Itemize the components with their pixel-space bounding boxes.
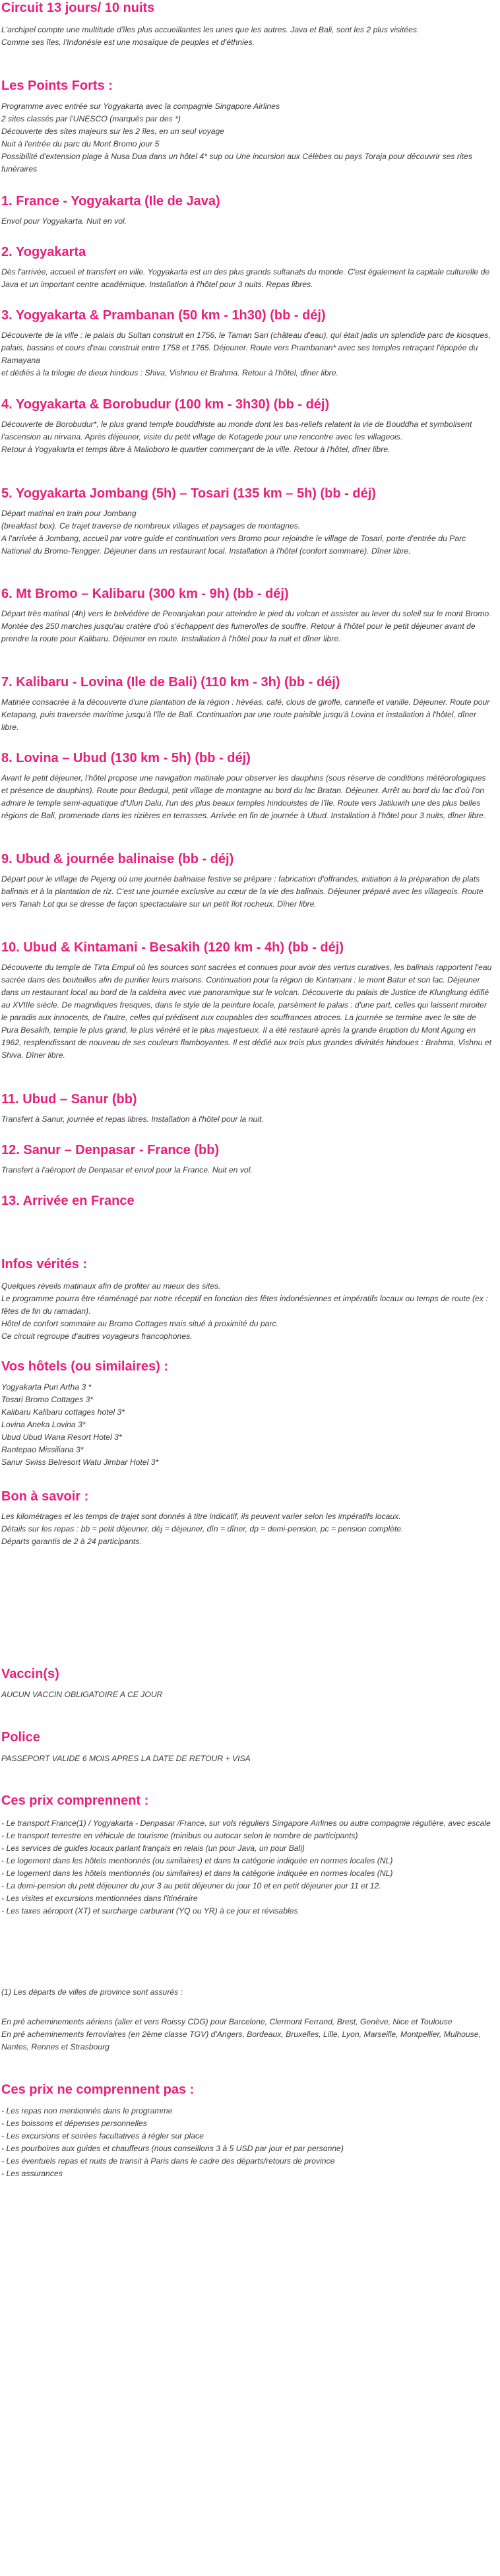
list-item: Découverte des sites majeurs sur les 2 îles, en un seul voyage [1,127,225,136]
day-text-line: Découverte de Borobudur*, le plus grand temple bouddhiste au monde dont les bas-reliefs relatent la vie de Bouddha et symbolisent l'ascension au nirvana. Après déjeuner, visite du petit village de Kotagede pour une rencontre avec les villageois. [1,420,472,441]
list-item: Hôtel de confort sommaire au Bromo Cottages mais situé à proximité du parc. [1,1319,278,1328]
list-item: - Les excursions et soirées facultatives à régler sur place [1,2131,204,2141]
day-10-text [1,961,495,1062]
list-item: - Les assurances [1,2169,63,2178]
day-text-line: et dédiés à la trilogie de dieux hindous : Shiva, Vishnou et Brahma. Retour à l'hôtel, dîner libre. [1,368,338,377]
day-12-text [1,1164,495,1176]
day-text-line: Envol pour Yogyakarta. Nuit en vol. [1,216,127,226]
province-heading: (1) Les départs de villes de province sont assurés : [1,1987,183,1997]
day-4-heading: 4. Yogyakarta & Borobudur (100 km - 3h30) (bb - déj) [1,397,330,412]
day-text-line: A l'arrivée à Jombang, accueil par votre guide et continuation vers Bromo pour rejoindre le village de Tosari, porte d'entrée du Parc National du Bromo-Tengger. Déjeuner dans un restaurant local. Installation à l'hôtel (confort sommaire). Dîner libre. [1,534,466,556]
list-item: - Les services de guides locaux parlant français en relais (un pour Java, un pour Bali) [1,1844,305,1853]
day-11-heading: 11. Ubud – Sanur (bb) [1,1092,137,1107]
day-4-text [1,418,495,456]
list-item: - Les pourboires aux guides et chauffeurs (nous conseillons 3 à 5 USD par jour et par personne) [1,2144,344,2153]
day-text-line: Transfert à l'aéroport de Denpasar et envol pour la France. Nuit en vol. [1,1165,253,1175]
bon-savoir-list [1,1510,495,1548]
intro-line: L'archipel compte une multitude d'îles plus accueillantes les unes que les autres. Java et Bali, sont les 2 plus visitées. [1,25,420,34]
prix-comprend-heading: Ces prix comprennent : [1,1793,149,1808]
day-text-line: Départ pour le village de Pejeng où une journée balinaise festive se prépare : fabrication d'offrandes, initiation à la préparation de plats balinais et à la plantation de riz. C'est une journée exclusive au cœur de la vie des balinais. Déjeuner préparé avec les villageois. Route vers Tanah Lot qui se dresse de façon spectaculaire sur un petit îlot rocheux. Dîner libre. [1,874,484,909]
day-2-heading: 2. Yogyakarta [1,245,86,259]
day-3-heading: 3. Yogyakarta & Prambanan (50 km - 1h30) (bb - déj) [1,308,326,323]
prix-ne-comprend-list [1,2105,495,2180]
day-6-text [1,608,495,645]
day-9-text [1,873,495,911]
list-item: Sanur Swiss Belresort Watu Jimbar Hotel 3* [1,1458,159,1467]
day-6-heading: 6. Mt Bromo – Kalibaru (300 km - 9h) (bb - déj) [1,587,289,601]
hotels-heading: Vos hôtels (ou similaires) : [1,1359,169,1374]
list-item: Tosari Bromo Cottages 3* [1,1395,94,1404]
day-10-heading: 10. Ubud & Kintamani - Besakih (120 km - 4h) (bb - déj) [1,940,344,955]
day-1-text [1,215,495,228]
prix-ne-comprend-heading: Ces prix ne comprennent pas : [1,2082,195,2097]
vaccins-text: AUCUN VACCIN OBLIGATOIRE A CE JOUR [1,1690,163,1699]
day-text-line: Avant le petit déjeuner, l'hôtel propose une navigation matinale pour observer les dauphins (sous réserve de conditions météorologiques et présence de dauphins). Route pour Bedugul, petit village de montagne au bord du lac Bratan. Déjeuner. Arrêt au bord du lac d'où l'on admire le temple semi-aquatique d'Ulun Dalu, l'un des plus beaux temples hindouistes de l'île. Route vers Jatiluwih une des plus belles régions de Bali, promenade dans les rizières en terrasses. Arrivée en fin de journée à Ubud. Installation à l'hôtel pour 3 nuits, dîner libre. [1,773,486,820]
police-text: PASSEPORT VALIDE 6 MOIS APRES LA DATE DE RETOUR + VISA [1,1754,251,1763]
day-12-heading: 12. Sanur – Denpasar - France (bb) [1,1143,220,1157]
list-item: Le programme pourra être réaménagé par notre réceptif en fonction des fêtes indonésiennes et impératifs locaux ou temps de route (ex : fêtes de fin du ramadan). [1,1294,488,1316]
list-item: Ubud Ubud Wana Resort Hotel 3* [1,1433,122,1442]
day-7-text [1,696,495,734]
day-13-heading: 13. Arrivée en France [1,1194,135,1208]
list-item: Les kilométrages et les temps de trajet sont donnés à titre indicatif, ils peuvent varier selon les impératifs locaux. [1,1512,401,1521]
bon-savoir-heading: Bon à savoir : [1,1489,89,1504]
day-text-line: Retour à Yogyakarta et temps libre à Malioboro le quartier commerçant de la ville. Retour à l'hôtel, dîner libre. [1,445,391,454]
intro-text [1,24,495,49]
list-item: - Les boissons et dépenses personnelles [1,2119,147,2128]
day-5-heading: 5. Yogyakarta Jombang (5h) – Tosari (135 km – 5h) (bb - déj) [1,486,376,501]
day-9-heading: 9. Ubud & journée balinaise (bb - déj) [1,852,234,866]
day-text-line: (breakfast box). Ce trajet traverse de nombreux villages et paysages de montagnes. [1,521,301,531]
list-item: Quelques réveils matinaux afin de profiter au mieux des sites. [1,1281,221,1291]
day-5-text [1,507,495,558]
vaccins-heading: Vaccin(s) [1,1667,59,1681]
prix-comprend-list [1,1817,495,1917]
list-item: - Les taxes aéroport (XT) et surcharge carburant (YQ ou YR) à ce jour et révisables [1,1906,298,1916]
day-8-heading: 8. Lovina – Ubud (130 km - 5h) (bb - déj) [1,751,251,765]
day-1-heading: 1. France - Yogyakarta (Ile de Java) [1,194,220,209]
points-forts-list [1,100,495,176]
province-list [1,2016,495,2053]
day-7-heading: 7. Kalibaru - Lovina (Ile de Bali) (110 km - 3h) (bb - déj) [1,675,340,690]
list-item: En pré acheminements ferroviaires (en 2ème classe TGV) d'Angers, Bordeaux, Bruxelles, Lille, Lyon, Marseille, Montpellier, Mulhouse, Nantes, Rennes et Strasbourg [1,2030,481,2051]
list-item: Ce circuit regroupe d'autres voyageurs francophones. [1,1332,193,1341]
list-item: Programme avec entrée sur Yogyakarta avec la compagnie Singapore Airlines [1,102,280,111]
list-item: - Les repas non mentionnés dans le programme [1,2106,173,2115]
list-item: En pré acheminements aériens (aller et vers Roissy CDG) pour Barcelone, Clermont Ferrand, Brest, Genève, Nice et Toulouse [1,2017,453,2026]
list-item: - Le logement dans les hôtels mentionnés (ou similaires) et dans la catégorie indiquée en normes locales (NL) [1,1869,393,1878]
list-item: - Les éventuels repas et nuits de transit à Paris dans le cadre des départs/retours de province [1,2156,335,2166]
list-item: Possibilité d'extension plage à Nusa Dua dans un hôtel 4* sup ou Une incursion aux Célèbes ou pays Toraja pour découvrir ses rites funéraires [1,152,472,174]
list-item: - Le logement dans les hôtels mentionnés (ou similaires) et dans la catégorie indiquée en normes locales (NL) [1,1856,393,1865]
list-item: 2 sites classés par l'UNESCO (marqués par des *) [1,114,181,123]
hotels-list [1,1381,495,1469]
list-item: Départs garantis de 2 à 24 participants. [1,1537,142,1546]
day-text-line: Découverte de la ville : le palais du Sultan construit en 1756, le Taman Sari (château d'eau), qui était jadis un splendide parc de kiosques, palais, bassins et cours d'eau construit entre 1758 et 1765. Déjeuner. Route vers Prambanan* avec ses temples retraçant l'épopée du Ramayana [1,331,491,365]
police-heading: Police [1,1730,40,1745]
day-8-text [1,772,495,822]
list-item: Détails sur les repas : bb = petit déjeuner, déj = déjeuner, dîn = dîner, dp = demi-pension, pc = pension complète. [1,1524,404,1533]
list-item: Nuit à l'entrée du parc du Mont Bromo jour 5 [1,139,160,148]
infos-heading: Infos vérités : [1,1257,88,1272]
day-text-line: Départ matinal en train pour Jombang [1,509,137,518]
day-text-line: Transfert à Sanur, journée et repas libres. Installation à l'hôtel pour la nuit. [1,1114,264,1124]
day-2-text [1,266,495,291]
intro-line: Comme ses îles, l'Indonésie est une mosaïque de peuples et d'éthnies. [1,38,255,47]
day-text-line: Dès l'arrivée, accueil et transfert en ville. Yogyakarta est un des plus grands sultanats du monde. C'est également la capitale culturelle de Java et un important centre académique. Installation à l'hôtel pour 3 nuits. Repas libres. [1,267,490,289]
list-item: Rantepao Missiliana 3* [1,1445,84,1454]
day-text-line: Découverte du temple de Tirta Empul où les sources sont sacrées et connues pour avoir des vertus curatives, les balinais rapportent l'eau sacrée dans des bouteilles afin de purifier leurs maisons. Continuation pour la région de Kintamani : le mont Batur et son lac. Déjeuner dans un restaurant local au bord de la caldeira avec vue panoramique sur le volcan. Découverte du palais de Justice de Klungkung édifié au XVIIIe siècle. De magnifiques fresques, dans le style de la peinture locale, parsèment le palais : d'une part, celles qui laissent miroiter le paradis aux innocents, de l'autre, celles qui prédisent aux coupables des souffrances atroces. La journée se termine avec le site de Pura Besakih, temple le plus grand, le plus vénéré et le plus majestueux. Il a été restauré après la grande éruption du Mont Agung en 1962, resplendissant de nouveau de ses couleurs flamboyantes. Il est dédié aux trois plus grandes divinités hindoues : Brahma, Vishnu et Shiva. Dîner libre. [1,963,492,1060]
page-title: Circuit 13 jours/ 10 nuits [1,1,155,15]
list-item: - La demi-pension du petit déjeuner du jour 3 au petit déjeuner du jour 10 et en petit déjeuner jour 11 et 12. [1,1881,381,1890]
points-forts-heading: Les Points Forts : [1,79,113,93]
day-3-text [1,329,495,379]
list-item: Lovina Aneka Lovina 3* [1,1420,86,1429]
day-11-text [1,1113,495,1126]
list-item: Kalibaru Kalibaru cottages hotel 3* [1,1407,125,1417]
list-item: Yogyakarta Puri Artha 3 * [1,1382,92,1392]
day-text-line: Matinée consacrée à la découverte d'une plantation de la région : hévéas, café, clous de girofle, cannelle et vanille. Déjeuner. Route pour Ketapang, puis traversée maritime jusqu'à l'île de Bali. Continuation par une route paisible jusqu'à Lovina et installation à l'hôtel, dîner libre. [1,697,490,732]
list-item: - Les visites et excursions mentionnées dans l'itinéraire [1,1894,198,1903]
infos-list [1,1280,495,1343]
list-item: - Le transport terrestre en véhicule de tourisme (minibus ou autocar selon le nombre de participants) [1,1831,358,1840]
day-text-line: Départ très matinal (4h) vers le belvédère de Penanjakan pour atteindre le pied du volcan et assister au lever du soleil sur le mont Bromo. Montée des 250 marches jusqu'au cratère d'où s'échappent des fumerolles de souffre. Retour à l'hôtel pour le petit déjeuner avant de prendre la route pour Kalibaru. Déjeuner en route. Installation à l'hôtel pour la nuit et dîner libre. [1,609,491,643]
list-item: - Le transport France(1) / Yogyakarta - Denpasar /France, sur vols réguliers Singapore Airlines ou autre compagnie régulière, avec escale [1,1819,491,1828]
